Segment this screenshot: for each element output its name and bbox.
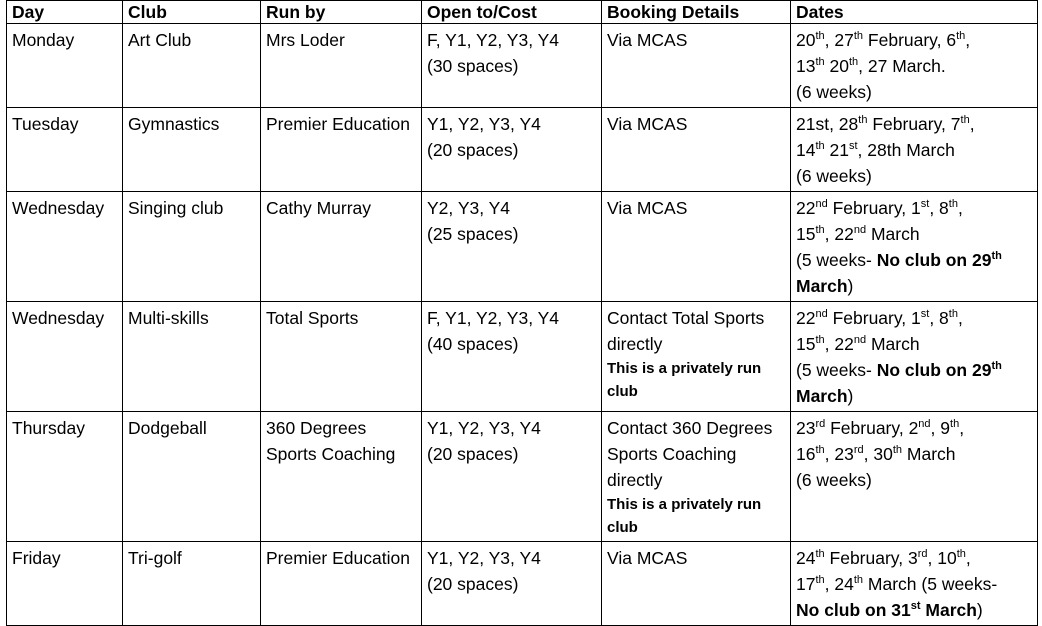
cell-club: Singing club [123, 192, 261, 302]
open-to-spaces: (30 spaces) [427, 56, 519, 76]
cell-day: Monday [7, 24, 123, 108]
header-open-to: Open to/Cost [422, 1, 602, 24]
open-to-years: Y1, Y2, Y3, Y4 [427, 418, 541, 438]
open-to-spaces: (20 spaces) [427, 140, 519, 160]
open-to-years: F, Y1, Y2, Y3, Y4 [427, 30, 560, 50]
header-dates: Dates [791, 1, 1038, 24]
header-day: Day [7, 1, 123, 24]
open-to-spaces: (20 spaces) [427, 574, 519, 594]
header-booking: Booking Details [602, 1, 791, 24]
header-run-by: Run by [261, 1, 422, 24]
cell-booking [602, 412, 791, 542]
cell-run-by: Cathy Murray [261, 192, 422, 302]
open-to-years: F, Y1, Y2, Y3, Y4 [427, 308, 560, 328]
cell-club: Multi-skills [123, 302, 261, 412]
cell-day: Friday [7, 542, 123, 626]
table-row [7, 108, 1038, 192]
header-club: Club [123, 1, 261, 24]
cell-dates: 20th, 27th February, 6th, 13th 20th, 27 March. (6 weeks) [791, 24, 1038, 108]
open-to-years: Y2, Y3, Y4 [427, 198, 511, 218]
open-to-spaces: (40 spaces) [427, 334, 519, 354]
cell-dates: 24th February, 3rd, 10th, 17th, 24th March (5 weeks- No club on 31st March) [791, 542, 1038, 626]
cell-day: Thursday [7, 412, 123, 542]
open-to-years: Y1, Y2, Y3, Y4 [427, 114, 541, 134]
clubs-table [6, 0, 1038, 626]
table-row [7, 24, 1038, 108]
cell-run-by: 360 Degrees Sports Coaching [261, 412, 422, 542]
cell-day: Tuesday [7, 108, 123, 192]
cell-open-to [422, 412, 602, 542]
cell-open-to [422, 24, 602, 108]
table-row [7, 302, 1038, 412]
cell-run-by: Mrs Loder [261, 24, 422, 108]
cell-day: Wednesday [7, 192, 123, 302]
open-to-years: Y1, Y2, Y3, Y4 [427, 548, 541, 568]
cell-dates: 22nd February, 1st, 8th, 15th, 22nd March (5 weeks- No club on 29th March) [791, 302, 1038, 412]
cell-booking [602, 192, 791, 302]
cell-booking [602, 24, 791, 108]
cell-run-by: Total Sports [261, 302, 422, 412]
cell-open-to [422, 108, 602, 192]
booking-text: Via MCAS [607, 548, 688, 568]
cell-dates: 23rd February, 2nd, 9th, 16th, 23rd, 30th March (6 weeks) [791, 412, 1038, 542]
cell-club: Dodgeball [123, 412, 261, 542]
open-to-spaces: (20 spaces) [427, 444, 519, 464]
booking-text: Contact 360 Degrees Sports Coaching directly [607, 418, 773, 490]
booking-text: Via MCAS [607, 30, 688, 50]
cell-open-to [422, 302, 602, 412]
booking-note: This is a privately run club [607, 360, 762, 400]
cell-club: Art Club [123, 24, 261, 108]
booking-text: Contact Total Sports directly [607, 308, 765, 354]
booking-text: Via MCAS [607, 198, 688, 218]
cell-club: Tri-golf [123, 542, 261, 626]
booking-note: This is a privately run club [607, 496, 762, 536]
cell-open-to [422, 192, 602, 302]
cell-dates: 22nd February, 1st, 8th, 15th, 22nd March (5 weeks- No club on 29th March) [791, 192, 1038, 302]
cell-dates: 21st, 28th February, 7th, 14th 21st, 28th March (6 weeks) [791, 108, 1038, 192]
table-row [7, 412, 1038, 542]
header-row [7, 1, 1038, 24]
cell-booking [602, 302, 791, 412]
cell-run-by: Premier Education [261, 542, 422, 626]
open-to-spaces: (25 spaces) [427, 224, 519, 244]
cell-run-by: Premier Education [261, 108, 422, 192]
cell-booking [602, 108, 791, 192]
booking-text: Via MCAS [607, 114, 688, 134]
cell-club: Gymnastics [123, 108, 261, 192]
cell-day: Wednesday [7, 302, 123, 412]
table-row [7, 192, 1038, 302]
